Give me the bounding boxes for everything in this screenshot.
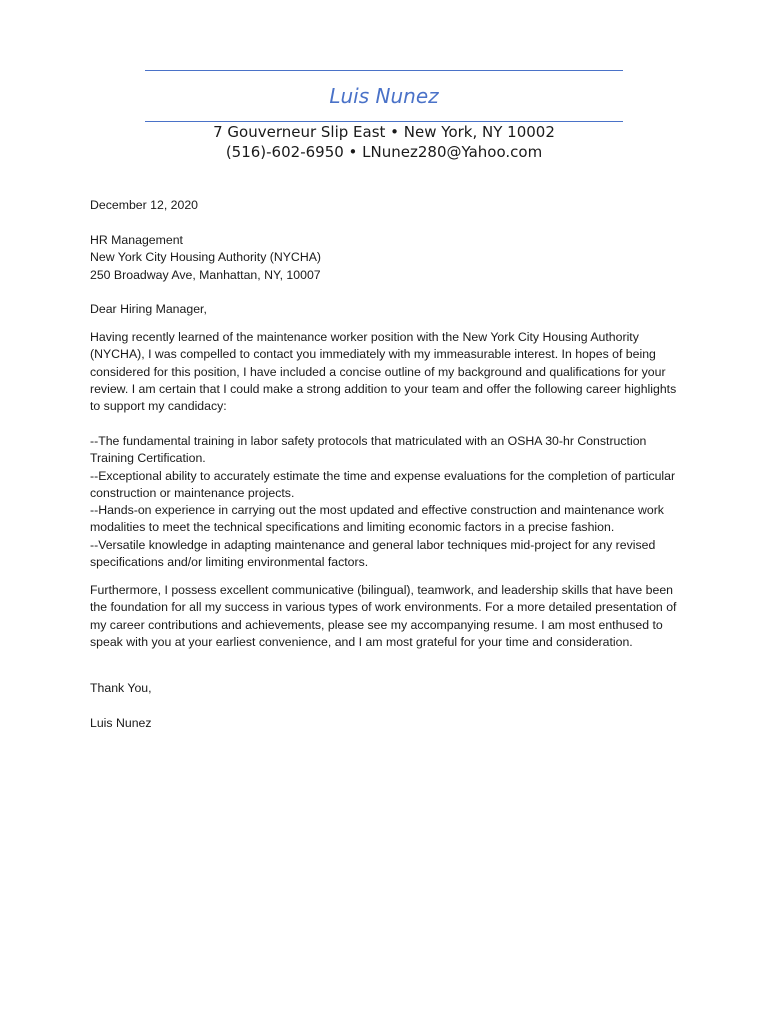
letterhead: [145, 70, 623, 122]
body-paragraph-1: Having recently learned of the maintenance worker position with the New York City Housing Authority (NYCHA), I was compelled to contact you immediately with my immeasurable interest. In hopes of being considered for this position, I have included a concise outline of my background and qualifications for your review. I am certain that I could make a strong addition to your team and offer the following career highlights to support my candidacy:: [90, 330, 677, 414]
body-paragraph-2: Furthermore, I possess excellent communicative (bilingual), teamwork, and leadership skills that have been the foundation for all my success in various types of work environments. For a more detailed presentation of my career contributions and achievements, please see my accompanying resume. I am most enthused to speak with you at your earliest convenience, and I am most grateful for your time and consideration.: [90, 583, 677, 649]
applicant-name: Luis Nunez: [329, 84, 439, 108]
address-line: 7 Gouverneur Slip East • New York, NY 10002: [213, 123, 555, 141]
recipient-block: [90, 232, 680, 284]
career-highlights: [90, 433, 680, 571]
closing: Thank You,: [90, 681, 152, 695]
recipient-line-2: New York City Housing Authority (NYCHA): [90, 250, 321, 265]
signature-name: Luis Nunez: [90, 716, 152, 730]
phone-email-line: (516)-602-6950 • LNunez280@Yahoo.com: [225, 143, 543, 161]
highlight-item: --Exceptional ability to accurately estimate the time and expense evaluations for the completion of particular construction or maintenance projects.: [90, 468, 676, 500]
highlight-item: --The fundamental training in labor safety protocols that matriculated with an OSHA 30-hr Construction Training Certification.: [90, 434, 647, 466]
salutation: Dear Hiring Manager,: [90, 302, 207, 316]
recipient-line-1: HR Management: [90, 233, 183, 247]
recipient-line-3: 250 Broadway Ave, Manhattan, NY, 10007: [90, 267, 321, 282]
highlight-item: --Versatile knowledge in adapting maintenance and general labor techniques mid-project for any revised specifications and/or limiting environmental factors.: [90, 537, 656, 570]
letterhead-top-rule: [145, 70, 623, 71]
highlight-item: --Hands-on experience in carrying out the most updated and effective construction and maintenance work modalities to meet the technical specifications and limiting economic factors in a precise fashion.: [90, 503, 664, 535]
letter-date: December 12, 2020: [90, 198, 199, 212]
